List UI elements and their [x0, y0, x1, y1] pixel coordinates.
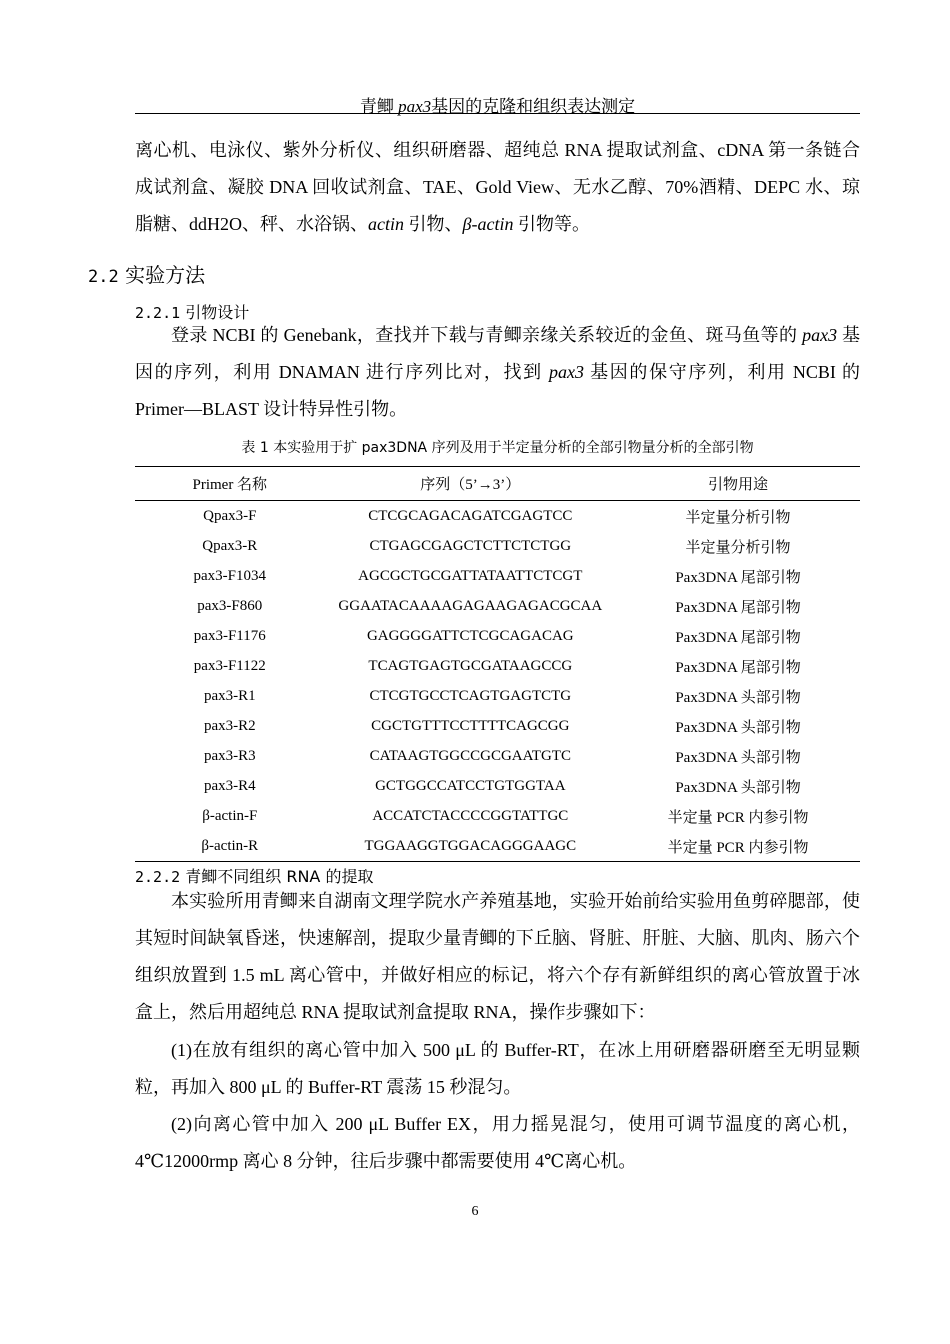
primer-usage: 半定量 PCR 内参引物 [616, 831, 860, 862]
primer-usage: Pax3DNA 尾部引物 [675, 599, 801, 616]
section-title: 青鲫不同组织 RNA 的提取 [180, 867, 374, 886]
table-row [135, 741, 860, 771]
primer-name: pax3-R3 [203, 747, 256, 764]
primer-usage: Pax3DNA 头部引物 [675, 719, 801, 736]
primer-design-text-3: 基因的保守序列，利用 NCBI 的 Primer—BLAST 设计特异性引物。 [135, 362, 860, 419]
primer-usage: Pax3DNA 尾部引物 [675, 659, 801, 676]
primer-sequence: CGCTGTTTCCTTTTCAGCGG [371, 717, 570, 734]
section-title: 引物设计 [180, 303, 250, 322]
primer-design-text-2: 基因的序列，利用 DNAMAN 进行序列比对，找到 [135, 325, 860, 382]
primer-sequence: CTCGTGCCTCAGTGAGTCTG [369, 687, 572, 704]
extraction-step-2: (2)向离心管中加入 200 μL Buffer EX，用力摇晃混匀，使用可调节温度的离心机，4℃12000rmp 离心 8 分钟，往后步骤中都需要使用 4℃离心机。 [135, 1114, 860, 1171]
section-number: 2.2 [88, 267, 119, 287]
header-pre: 青鲫 [359, 97, 399, 116]
primer-sequence: CATAAGTGGCCGCGAATGTC [369, 747, 571, 764]
primer-usage: Pax3DNA 尾部引物 [675, 569, 801, 586]
extraction-step-1: (1)在放有组织的离心管中加入 500 μL 的 Buffer-RT，在冰上用研磨器研磨至无明显颗粒，再加入 800 μL 的 Buffer-RT 震荡 15 秒混匀。 [135, 1040, 860, 1097]
primer-usage: 半定量分析引物 [685, 509, 791, 526]
primer-usage: Pax3DNA 头部引物 [675, 689, 801, 706]
section-heading-2-2 [88, 259, 205, 288]
section-number: 2.2.2 [135, 868, 181, 886]
primer-name: β-actin-R [135, 831, 325, 862]
primer-usage: Pax3DNA 尾部引物 [675, 629, 801, 646]
table-row [135, 771, 860, 801]
section-title: 实验方法 [118, 263, 206, 287]
primer-design-text-1: 登录 NCBI 的 Genebank，查找并下载与青鲫亲缘关系较近的金鱼、斑马鱼等的 [171, 325, 803, 345]
primer-sequence: GCTGGCCATCCTGTGGTAA [375, 777, 566, 794]
table-row [135, 591, 860, 621]
primer-name: pax3-F1176 [193, 627, 266, 644]
table-caption: 表 1 本实验用于扩 pax3DNA 序列及用于半定量分析的全部引物量分析的全部引物 [241, 440, 754, 456]
extraction-intro-paragraph: 本实验所用青鲫来自湖南文理学院水产养殖基地，实验开始前给实验用鱼剪碎腮部，使其短时间缺氧昏迷，快速解剖，提取少量青鲫的下丘脑、肾脏、肝脏、大脑、肌肉、肠六个组织放置到 1.5 mL 离心管中，并做好相应的标记，将六个存有新鲜组织的离心管放置于冰盒上，然后用超纯总 RNA 提取试剂盒提取 RNA，操作步骤如下： [135, 891, 860, 1022]
materials-beta-actin: β-actin [462, 214, 514, 234]
header-post: 基因的克隆和组织表达测定 [431, 97, 636, 116]
page-number: 6 [471, 1204, 479, 1219]
primer-design-gene-1: pax3 [802, 325, 838, 345]
header-gene: pax3 [398, 97, 432, 116]
primer-sequence: GAGGGGATTCTCGCAGACAG [366, 627, 574, 644]
primer-sequence: CTGAGCGAGCTCTTCTCTGG [369, 537, 572, 554]
table-row [135, 651, 860, 681]
table-row [135, 561, 860, 591]
primer-sequence: CTCGCAGACAGATCGAGTCC [368, 507, 573, 524]
materials-paragraph [135, 132, 860, 243]
primer-design-gene-2: pax3 [548, 362, 584, 382]
table-row [135, 681, 860, 711]
primer-name: pax3-R2 [203, 717, 256, 734]
primer-sequence: GGAATACAAAAGAGAAGAGACGCAA [338, 597, 603, 614]
materials-text-2: 引物、 [404, 214, 463, 234]
table-row [135, 531, 860, 561]
section-number: 2.2.1 [135, 304, 181, 322]
table-header-row [135, 467, 860, 501]
materials-text-3: 引物等。 [513, 214, 590, 234]
header-rule [135, 113, 860, 114]
primer-name: Qpax3-F [203, 507, 257, 524]
primer-design-paragraph [135, 317, 860, 428]
table-row [135, 501, 860, 532]
primer-usage: Pax3DNA 头部引物 [675, 749, 801, 766]
primer-sequence: TGGAAGGTGGACAGGGAAGC [325, 831, 617, 862]
table-row [135, 831, 860, 862]
primer-sequence: TCAGTGAGTGCGATAAGCCG [368, 657, 573, 674]
materials-actin: actin [368, 214, 404, 234]
header-sequence: 序列（5’→3’） [325, 467, 617, 501]
primer-sequence: ACCATCTACCCCGGTATTGC [372, 807, 569, 824]
primer-sequence: AGCGCTGCGATTATAATTCTCGT [358, 567, 583, 584]
primer-table [135, 466, 860, 862]
materials-text-1: 离心机、电泳仪、紫外分析仪、组织研磨器、超纯总 RNA 提取试剂盒、cDNA 第一条链合成试剂盒、凝胶 DNA 回收试剂盒、TAE、Gold View、无水乙醇、70%酒精、DEPC 水、琼脂糖、ddH2O、秤、水浴锅、 [135, 140, 860, 234]
primer-name: Qpax3-R [202, 537, 258, 554]
primer-usage: Pax3DNA 头部引物 [675, 779, 801, 796]
table-row [135, 621, 860, 651]
primer-name: pax3-R4 [203, 777, 256, 794]
primer-name: pax3-R1 [203, 687, 256, 704]
primer-usage: 半定量 PCR 内参引物 [667, 809, 809, 826]
primer-name: pax3-F860 [197, 597, 263, 614]
primer-name: pax3-F1122 [193, 657, 266, 674]
header-usage: 引物用途 [616, 467, 860, 501]
header-primer-name: Primer 名称 [135, 467, 325, 501]
primer-name: pax3-F1034 [193, 567, 267, 584]
table-row [135, 801, 860, 831]
primer-name: β-actin-F [202, 807, 258, 824]
primer-usage: 半定量分析引物 [685, 539, 791, 556]
table-row [135, 711, 860, 741]
